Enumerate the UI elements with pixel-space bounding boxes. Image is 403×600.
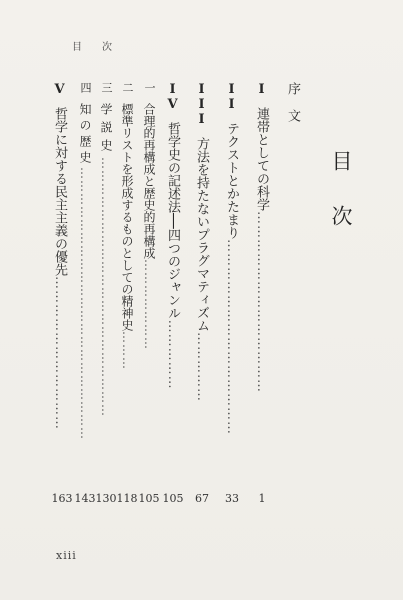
toc-page-number: 118 [116, 492, 138, 505]
toc-entry-section-1 [143, 82, 155, 350]
toc-entry-number: IV [165, 82, 180, 112]
toc-entry-leader: ……………………………………………………… [78, 167, 92, 440]
toc-page-number: 143 [74, 492, 96, 505]
toc-entry-section-4 [79, 82, 91, 440]
toc-entry-chapter-2 [225, 82, 238, 435]
folio-page-number: xiii [56, 549, 77, 562]
toc-entry-number: I [254, 82, 269, 97]
toc-entry-chapter-5 [53, 82, 66, 430]
toc-entry-number: III [194, 82, 209, 127]
toc-page-number: 1 [258, 492, 266, 505]
toc-entry-chapter-4 [166, 82, 179, 390]
toc-entry-number: 二 [121, 82, 134, 93]
toc-entry-text: テクストとかたまり [224, 122, 239, 239]
toc-page-number: 105 [138, 492, 160, 505]
toc-entry-leader: …………… [194, 332, 209, 402]
toc-entry-text: 知の歴史 [78, 103, 92, 167]
toc-entry-number: V [52, 82, 67, 97]
page-title: 目次 [329, 150, 353, 260]
toc-entry-preface [286, 82, 299, 136]
toc-entry-text: 連帯としての科学 [254, 107, 269, 211]
toc-entry-number: 四 [79, 82, 92, 93]
toc-entry-section-2 [121, 82, 133, 370]
toc-entry-text: 合理的再構成と歴史的再構成 [142, 103, 156, 259]
running-head: 目次 [72, 42, 132, 53]
toc-page-number: 163 [51, 492, 73, 505]
toc-entry-leader: ……… [120, 331, 134, 370]
toc-entry-number: 一 [143, 82, 156, 93]
toc-entry-text: 哲学に対する民主主義の優先 [52, 107, 67, 276]
toc-page-number: 33 [225, 492, 239, 505]
toc-entry-chapter-1 [255, 82, 268, 393]
toc-entry-leader: …………………………………………………… [99, 157, 113, 417]
toc-page-number: 105 [162, 492, 184, 505]
toc-page-number: 130 [95, 492, 117, 505]
toc-entry-number: 三 [100, 82, 113, 93]
toc-entry-leader: …………………………… [52, 276, 67, 430]
toc-entry-text: 哲学史の記述法──四つのジャンル [165, 122, 180, 320]
toc-entry-text: 標準リストを形成するものとしての精神史 [120, 103, 134, 331]
toc-page-number: 67 [195, 492, 209, 505]
toc-entry-leader: ………………………………… [254, 211, 269, 393]
toc-entry-leader: …………………………………… [224, 239, 239, 435]
toc-entry-number: II [224, 82, 239, 112]
toc-entry-chapter-3 [195, 82, 208, 402]
toc-entry-text: 序文 [285, 82, 300, 136]
toc-entry-leader: …………… [165, 319, 180, 390]
toc-entry-text: 学説史 [99, 103, 113, 157]
toc-entry-section-3 [100, 82, 112, 417]
toc-entry-text: 方法を持たないプラグマティズム [194, 137, 209, 332]
toc-entry-leader: ………………… [142, 259, 156, 350]
